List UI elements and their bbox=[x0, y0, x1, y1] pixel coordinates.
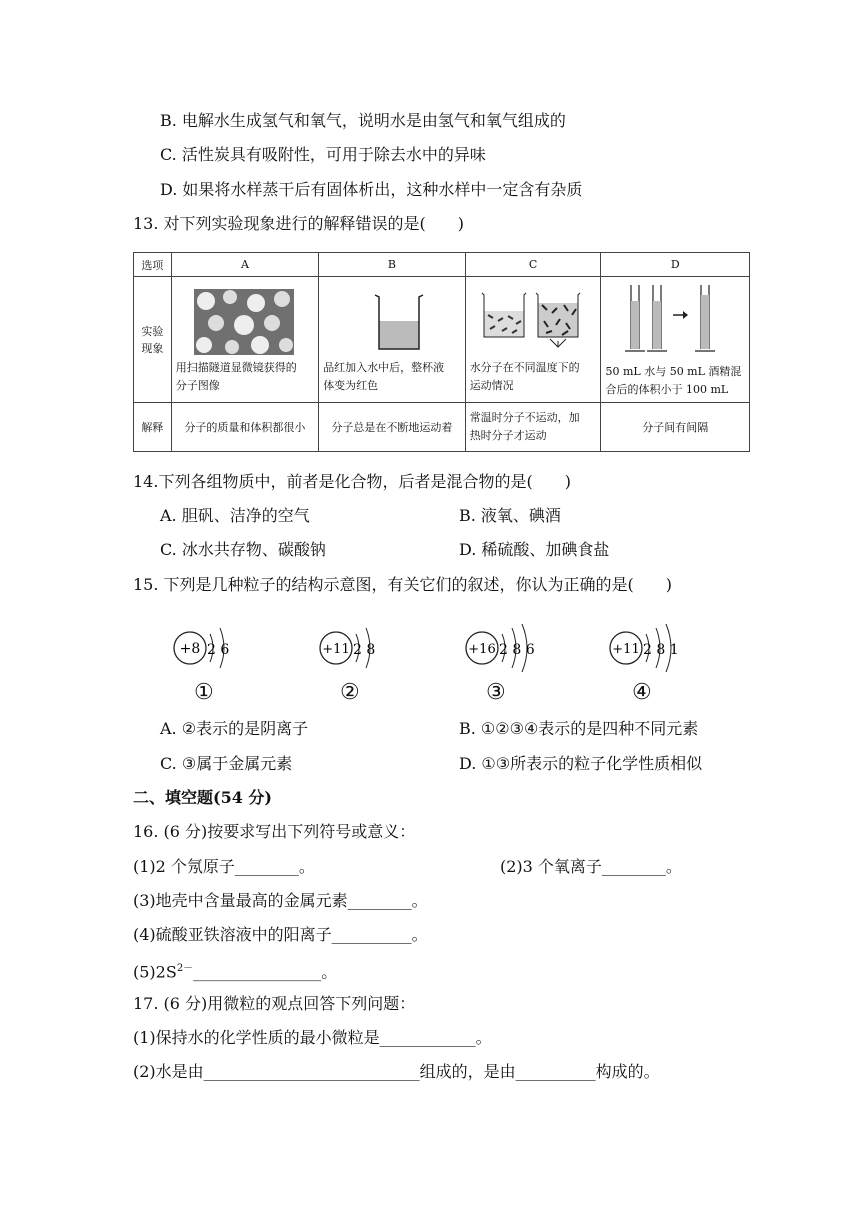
shells-1: 2 6 bbox=[207, 642, 230, 658]
question-16-3: (3)地壳中含量最高的金属元素________。 bbox=[133, 891, 428, 910]
caption-c2: 运动情况 bbox=[469, 378, 514, 392]
shells-4: 2 8 1 bbox=[643, 642, 679, 658]
question-14: 14.下列各组物质中，前者是化合物，后者是混合物的是( ) bbox=[133, 472, 571, 491]
shells-3: 2 8 6 bbox=[499, 642, 535, 658]
atom-structure-2 bbox=[316, 620, 396, 684]
label-1: ① bbox=[194, 680, 214, 705]
option-14b: B. 液氧、碘酒 bbox=[459, 506, 561, 525]
explanation-c-line2: 热时分子才运动 bbox=[469, 429, 547, 442]
explanation-c-line1: 常温时分子不运动，加 bbox=[469, 411, 580, 424]
nucleus-1: +8 bbox=[179, 641, 201, 657]
option-15b: B. ①②③④表示的是四种不同元素 bbox=[459, 719, 699, 738]
option-12d: D. 如果将水样蒸干后有固体析出，这种水样中一定含有杂质 bbox=[160, 180, 583, 199]
question-17-2: (2)水是由___________________________组成的，是由__________构成的。 bbox=[133, 1062, 660, 1081]
question-16-4: (4)硫酸亚铁溶液中的阳离子__________。 bbox=[133, 925, 428, 944]
option-14a: A. 胆矾、洁净的空气 bbox=[160, 506, 310, 525]
header-b: B bbox=[319, 253, 466, 277]
label-2: ② bbox=[340, 680, 360, 705]
nucleus-4: +11 bbox=[612, 642, 640, 657]
label-3: ③ bbox=[486, 680, 506, 705]
row-label-explanation: 解释 bbox=[134, 403, 172, 452]
caption-a2: 分子图像 bbox=[175, 378, 220, 392]
graduated-cylinders-icon bbox=[621, 281, 731, 357]
caption-a1: 用扫描隧道显微镜获得的 bbox=[175, 360, 297, 374]
header-option: 选项 bbox=[134, 253, 172, 277]
label-4: ④ bbox=[632, 680, 652, 705]
header-a: A bbox=[171, 253, 318, 277]
option-14d: D. 稀硫酸、加碘食盐 bbox=[459, 540, 610, 559]
option-15d: D. ①③所表示的粒子化学性质相似 bbox=[459, 754, 703, 773]
question-16-5-prefix: (5)2S bbox=[133, 962, 177, 982]
question-16: 16. (6 分)按要求写出下列符号或意义： bbox=[133, 822, 416, 841]
option-15c: C. ③属于金属元素 bbox=[160, 754, 293, 773]
option-14c: C. 冰水共存物、碳酸钠 bbox=[160, 540, 326, 559]
explanation-d: 分子间有间隔 bbox=[601, 403, 750, 452]
question-16-1: (1)2 个氖原子________。 bbox=[133, 857, 315, 876]
atom-structure-4 bbox=[606, 620, 706, 684]
option-15a: A. ②表示的是阴离子 bbox=[160, 719, 309, 738]
option-12b: B. 电解水生成氢气和氧气，说明水是由氢气和氧气组成的 bbox=[160, 111, 566, 130]
stm-molecule-image bbox=[194, 289, 294, 355]
header-d: D bbox=[601, 253, 750, 277]
row-label-phenomenon: 实验 现象 bbox=[134, 277, 172, 403]
caption-c1: 水分子在不同温度下的 bbox=[469, 360, 580, 374]
header-c: C bbox=[465, 253, 601, 277]
cell-d bbox=[601, 277, 750, 403]
question-13: 13. 对下列实验现象进行的解释错误的是( ) bbox=[133, 214, 465, 233]
question-17-1: (1)保持水的化学性质的最小微粒是____________。 bbox=[133, 1028, 492, 1047]
cell-a bbox=[171, 277, 318, 403]
question-16-5-charge: 2－ bbox=[176, 963, 194, 974]
caption-d2: 合后的体积小于 100 mL bbox=[605, 382, 729, 396]
cell-b bbox=[319, 277, 466, 403]
question-16-2: (2)3 个氧离子________。 bbox=[500, 857, 682, 876]
water-molecules-icon bbox=[474, 289, 594, 355]
explanation-b: 分子总是在不断地运动着 bbox=[319, 403, 466, 452]
caption-b1: 品红加入水中后，整杯液 bbox=[323, 360, 445, 374]
nucleus-2: +11 bbox=[322, 642, 350, 657]
cell-c bbox=[465, 277, 601, 403]
explanation-a: 分子的质量和体积都很小 bbox=[171, 403, 318, 452]
caption-b2: 体变为红色 bbox=[323, 378, 379, 392]
explanation-c bbox=[465, 403, 601, 452]
option-12c: C. 活性炭具有吸附性，可用于除去水中的异味 bbox=[160, 145, 486, 164]
nucleus-3: +16 bbox=[468, 642, 496, 657]
question-17: 17. (6 分)用微粒的观点回答下列问题： bbox=[133, 994, 416, 1013]
beaker-icon bbox=[369, 291, 429, 353]
question-15: 15. 下列是几种粒子的结构示意图，有关它们的叙述，你认为正确的是( ) bbox=[133, 575, 673, 594]
experiment-table bbox=[133, 252, 750, 452]
question-16-5 bbox=[133, 958, 337, 983]
atom-structure-3 bbox=[462, 620, 562, 684]
question-16-5-blank: ________________。 bbox=[193, 962, 338, 982]
atom-structure-1 bbox=[170, 620, 250, 684]
caption-d1: 50 mL 水与 50 mL 酒精混 bbox=[605, 364, 742, 378]
shells-2: 2 8 bbox=[353, 642, 376, 658]
section-2-title: 二、填空题(54 分) bbox=[133, 788, 272, 807]
